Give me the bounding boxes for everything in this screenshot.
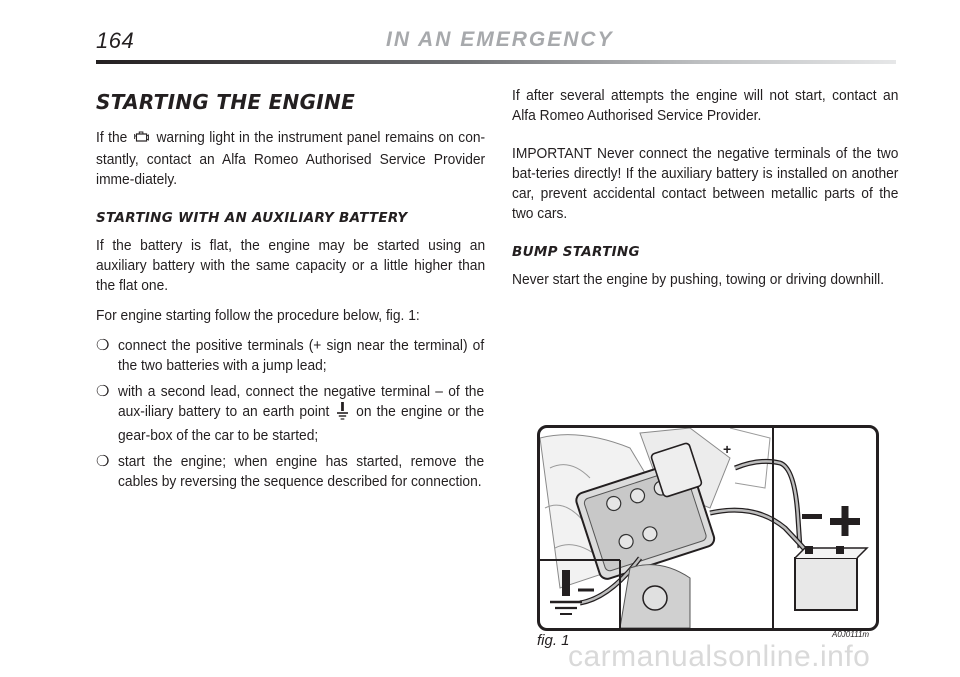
important-paragraph: IMPORTANT Never connect the negative terminals of the two bat-teries directly! If the auxiliary battery is installed on another car, prevent accidental contact between metallic parts of the two cars. — [512, 145, 899, 222]
no-start-paragraph: If after several attempts the engine will not start, contact an Alfa Romeo Authorised Service Provider. — [512, 87, 899, 124]
bullet-icon: ❍ — [96, 337, 110, 354]
list-item — [96, 336, 486, 376]
header-rule — [96, 60, 896, 64]
left-column — [96, 86, 486, 498]
heading-starting-engine: STARTING THE ENGINE — [96, 90, 356, 114]
engine-warning-icon — [134, 130, 151, 150]
bullet-icon: ❍ — [96, 453, 110, 470]
jump-start-drawing — [540, 428, 876, 628]
list-item — [96, 382, 486, 446]
procedure-intro: For engine starting follow the procedure below, fig. 1: — [96, 307, 420, 324]
bump-starting-paragraph: Never start the engine by pushing, towing or driving downhill. — [512, 271, 885, 288]
figure-code: A0J0111m — [832, 630, 870, 639]
procedure-list — [96, 336, 486, 492]
right-column — [512, 86, 899, 300]
figure-jump-start-illustration — [537, 425, 879, 631]
list-item — [96, 452, 486, 492]
figure-caption: fig. 1 — [537, 632, 570, 649]
battery-plus-mark: + — [723, 441, 732, 457]
subheading-auxiliary-battery: STARTING WITH AN AUXILIARY BATTERY — [96, 210, 408, 226]
list-item-text — [118, 382, 484, 446]
earth-ground-icon — [337, 402, 348, 426]
watermark: carmanualsonline.info — [568, 640, 871, 673]
auxiliary-battery-paragraph: If the battery is flat, the engine may be started using an auxiliary battery with the same capacity or a little higher than the flat one. — [96, 237, 486, 294]
bullet-icon: ❍ — [96, 383, 110, 400]
list-item-text: connect the positive terminals (+ sign near the terminal) of the two batteries with a jump lead; — [118, 337, 485, 374]
intro-text-before: If the — [96, 129, 128, 146]
list-item-text-before: with a second lead, connect the negative terminal – of the aux-iliary battery to an earth point — [118, 383, 485, 420]
intro-text-after: warning light in the instrument panel remains on con-stantly, contact an Alfa Romeo Authorised Service Provider imme-diately. — [96, 129, 486, 188]
page-number: 164 — [96, 28, 135, 53]
section-title: IN AN EMERGENCY — [386, 28, 614, 51]
subheading-bump-starting: BUMP STARTING — [512, 244, 640, 260]
list-item-text-after: on the engine or the gear-box of the car to be started; — [118, 403, 485, 444]
list-item-text: start the engine; when engine has started, remove the cables by reversing the sequence described for connection. — [118, 453, 485, 490]
intro-paragraph — [96, 128, 485, 190]
